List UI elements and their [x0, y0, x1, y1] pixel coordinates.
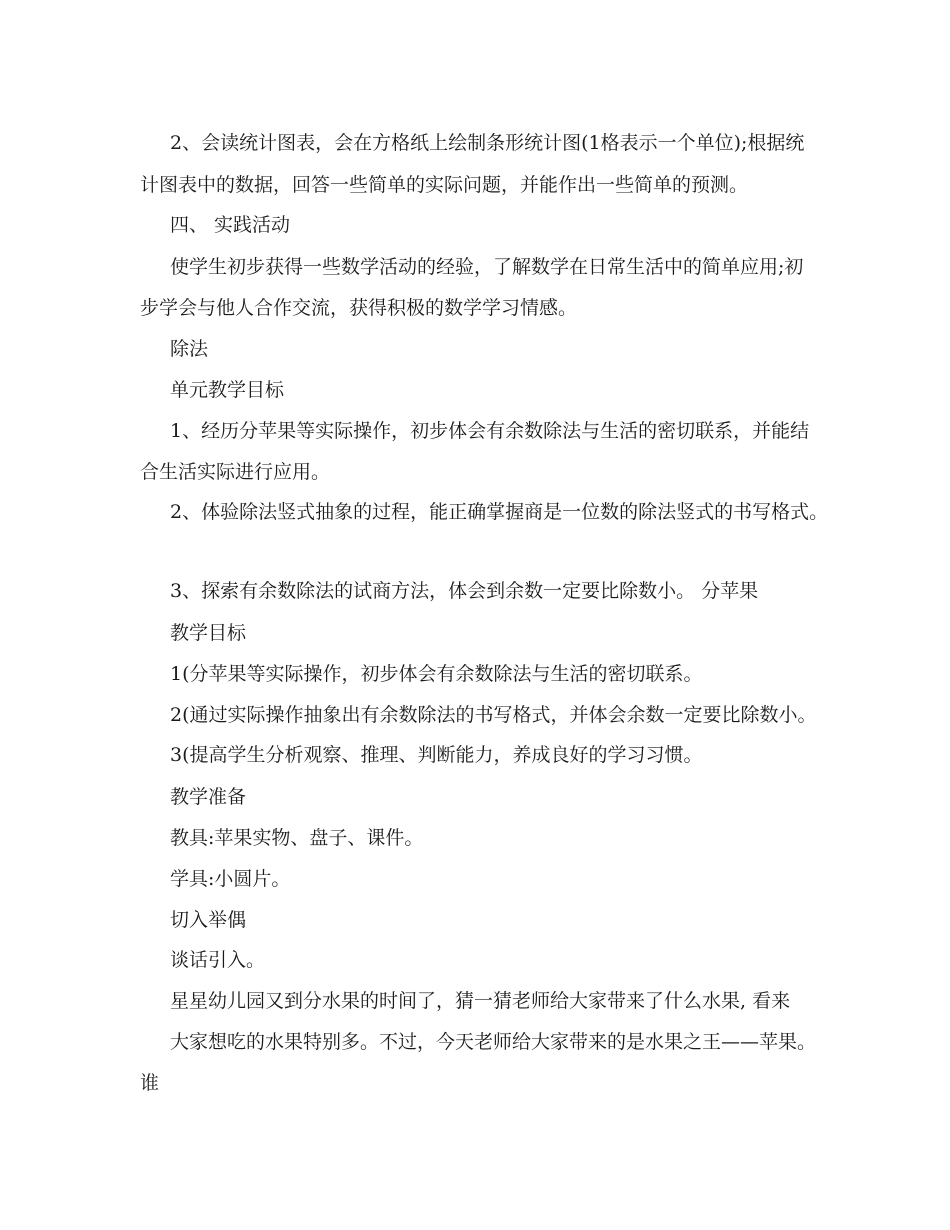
- paragraph-line: 计图表中的数据，回答一些简单的实际问题，并能作出一些简单的预测。: [140, 174, 749, 196]
- section-heading: 教学目标: [170, 622, 247, 644]
- paragraph-line: 步学会与他人合作交流，获得积极的数学学习情感。: [140, 297, 578, 319]
- paragraph-line: 合生活实际进行应用。: [140, 461, 331, 483]
- paragraph-line: 3(提高学生分析观察、推理、判断能力，养成良好的学习习惯。: [170, 744, 703, 766]
- paragraph-line: 谁: [140, 1072, 160, 1094]
- paragraph-line: 3、探索有余数除法的试商方法，体会到余数一定要比除数小。 分苹果: [170, 580, 759, 602]
- paragraph-line: 使学生初步获得一些数学活动的经验，了解数学在日常生活中的简单应用;初: [170, 256, 804, 278]
- paragraph-line: 学具:小圆片。: [170, 868, 291, 890]
- section-heading: 除法: [170, 338, 209, 360]
- paragraph-line: 2、会读统计图表，会在方格纸上绘制条形统计图(1格表示一个单位);根据统: [170, 132, 805, 154]
- section-heading: 教学准备: [170, 786, 247, 808]
- paragraph-line: 1(分苹果等实际操作，初步体会有余数除法与生活的密切联系。: [170, 663, 703, 685]
- section-heading: 单元教学目标: [170, 379, 285, 401]
- paragraph-line: 1、经历分苹果等实际操作，初步体会有余数除法与生活的密切联系，并能结: [170, 420, 810, 442]
- section-heading: 切入举偶: [170, 909, 247, 931]
- paragraph-line: 2(通过实际操作抽象出有余数除法的书写格式，并体会余数一定要比除数小。: [170, 704, 817, 726]
- section-heading: 四、 实践活动: [170, 214, 291, 236]
- paragraph-line: 谈话引入。: [170, 949, 266, 971]
- paragraph-line: 2、体验除法竖式抽象的过程，能正确掌握商是一位数的除法竖式的书写格式。: [170, 501, 829, 523]
- paragraph-line: 大家想吃的水果特别多。不过，今天老师给大家带来的是水果之王——苹果。: [170, 1031, 817, 1053]
- paragraph-line: 星星幼儿园又到分水果的时间了，猜一猜老师给大家带来了什么水果, 看来: [170, 990, 791, 1012]
- paragraph-line: 教具:苹果实物、盘子、课件。: [170, 827, 424, 849]
